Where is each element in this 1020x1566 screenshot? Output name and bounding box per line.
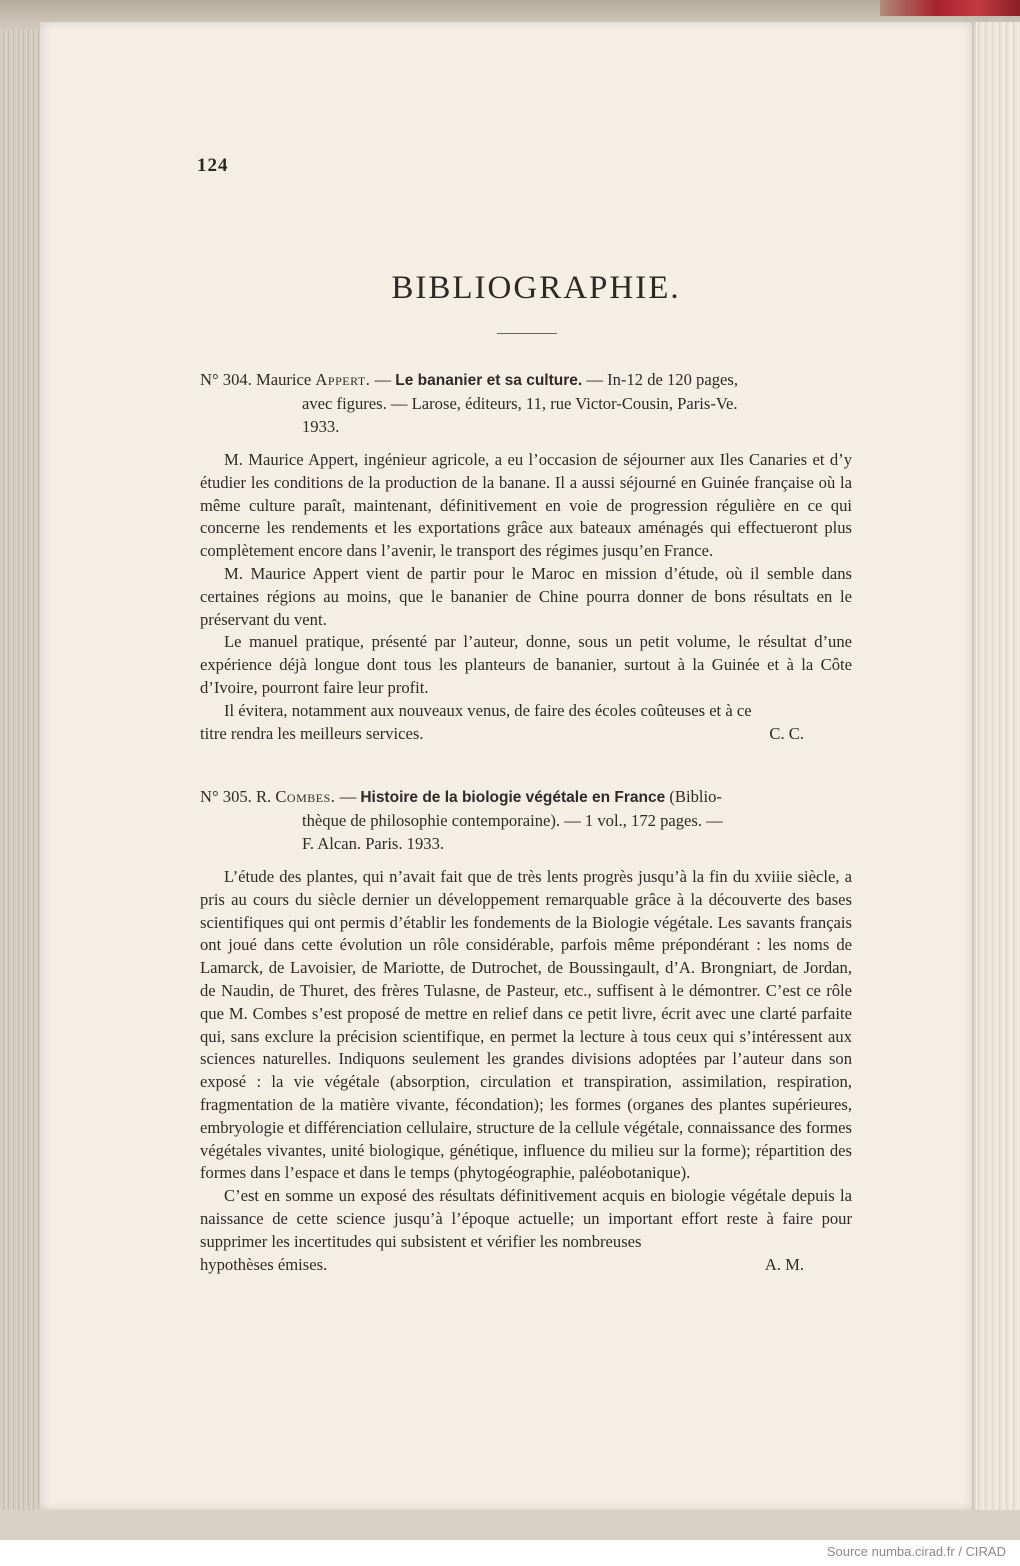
page-title: BIBLIOGRAPHIE. — [391, 270, 681, 306]
review-paragraph: Il évitera, notamment aux nouveaux venus, de faire des écoles coûteuses et à ce — [224, 700, 752, 720]
book-details-line: 1933. — [302, 416, 340, 436]
review-paragraph: Le manuel pratique, présenté par l’auteur, donne, sous un petit volume, le résultat d’une expérience déjà longue dont tous les planteurs de bananier, surtout à la Guinée et à la Côte d’Ivoire, pourront faire leur profit. — [200, 632, 852, 697]
bibliography-entry-304 — [200, 369, 852, 438]
title-rule — [497, 333, 557, 334]
book-page — [40, 22, 976, 1510]
review-paragraph-end: hypothèses émises. — [200, 1254, 328, 1274]
review-paragraph-end: titre rendra les meilleurs services. — [200, 723, 424, 743]
review-paragraph: M. Maurice Appert, ingénieur agricole, a eu l’occasion de séjourner aux Iles Canaries et d’y étudier les conditions de la production de la banane. Il a aussi séjourné en Guinée française où la même culture paraît, maintenant, définitivement en voie de progression régulière en ce qui concerne les rendements et les exportations grâce aux bateaux aménagés qui effectueront plus complètement encore dans l’avenir, le transport des régimes jusqu’en France. — [200, 450, 852, 561]
author-last-name: Combes. — [275, 787, 336, 806]
review-304 — [200, 449, 852, 745]
page-crease — [972, 22, 974, 1510]
source-credit: Source numba.cirad.fr / CIRAD — [826, 1544, 1006, 1559]
review-paragraph: M. Maurice Appert vient de partir pour le Maroc en mission d’étude, où il semble dans certaines régions au moins, que le bananier de Chine pourra donner de bons résultats en le préservant du vent. — [200, 563, 852, 629]
entry-number: N° 305. — [200, 787, 252, 806]
page-number: 124 — [197, 155, 229, 176]
book-details: (Biblio- — [669, 787, 722, 806]
separator-dash: — — [586, 370, 603, 389]
book-details: In-12 de 120 pages, — [607, 370, 738, 389]
reviewer-signature: A. M. — [764, 1254, 804, 1274]
review-305 — [200, 866, 852, 1276]
book-title: Le bananier et sa culture. — [395, 372, 583, 389]
book-details-line: avec figures. — Larose, éditeurs, 11, rue Victor-Cousin, Paris-Ve. — [302, 393, 738, 413]
review-paragraph: L’étude des plantes, qui n’avait fait que de très lents progrès jusqu’à la fin du xviiie siècle, a pris au cours du siècle dernier un développement remarquable grâce à la découverte des bases scientifiques qui ont permis d’établir les fondements de la Biologie végétale. Les savants français ont joué dans cette évolution un rôle considérable, parfois même prépondérant : les noms de Lamarck, de Lavoisier, de Mariotte, de Dutrochet, de Boussingault, d’A. Brongniart, de Jordan, de Naudin, de Thuret, des frères Tulasne, de Pasteur, etc., suffisent à le démontrer. C’est ce rôle que M. Combes s’est proposé de mettre en relief dans ce petit livre, écrit avec une clarté parfaite qui, sans exclure la précision scientifique, en permet la lecture à tous ceux qui s’intéressent aux sciences naturelles. Indiquons seulement les grandes divisions adoptées par l’auteur dans son exposé : la vie végétale (absorption, circulation et transpiration, assimilation, respiration, fragmentation de la matière vivante, fécondation); les formes (organes des plantes supérieures, embryologie et différenciation cellulaire, structure de la cellule végétale, connaissance des formes végétales vivantes, unité biologique, génétique, influence du milieu sur la forme); répartition des formes dans l’espace et dans le temps (phytogéographie, paléobotanique). — [200, 867, 852, 1183]
author-first-name: Maurice — [255, 370, 312, 389]
reviewer-signature: C. C. — [769, 723, 804, 743]
author-first-name: R. — [255, 787, 272, 806]
bibliography-entry-305 — [200, 786, 852, 855]
book-left-page-edges — [0, 30, 42, 1510]
review-paragraph: C’est en somme un exposé des résultats définitivement acquis en biologie végétale depuis la naissance de cette science jusqu’à l’époque actuelle; un important effort reste à faire pour supprimer les incertitudes qui subsistent et vérifier les nombreuses — [200, 1186, 852, 1251]
bookmark-ribbon — [880, 0, 1020, 16]
book-details-line: thèque de philosophie contemporaine). — 1 vol., 172 pages. — — [302, 810, 723, 830]
book-details-line: F. Alcan. Paris. 1933. — [302, 833, 445, 853]
book-title: Histoire de la biologie végétale en France — [360, 789, 666, 806]
separator-dash: — — [374, 370, 392, 389]
separator-dash: — — [339, 787, 357, 806]
entry-number: N° 304. — [200, 370, 252, 389]
author-last-name: Appert. — [315, 370, 371, 389]
